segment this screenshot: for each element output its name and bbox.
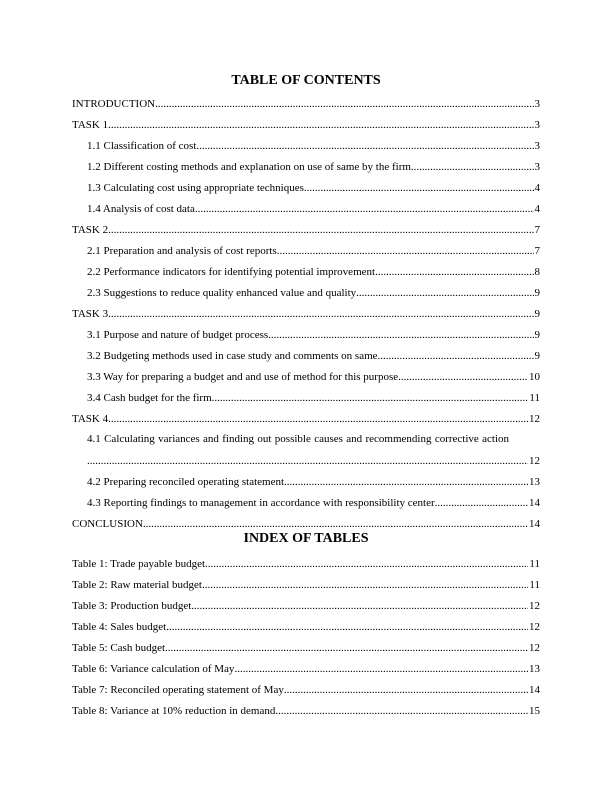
- dot-leader: [108, 308, 533, 320]
- toc-entry-page: 9: [534, 307, 540, 320]
- toc-entry-3-1[interactable]: [72, 324, 540, 345]
- table-entry-label: Table 5: Cash budget: [72, 641, 166, 654]
- toc-entry-3-2[interactable]: [72, 345, 540, 366]
- dot-leader: [191, 600, 528, 612]
- dot-leader: [108, 119, 533, 131]
- tables-index-title: INDEX OF TABLES: [243, 531, 369, 546]
- toc-entry-4-3[interactable]: [72, 492, 540, 513]
- toc-entry-page: 10: [529, 370, 540, 383]
- table-entry-8[interactable]: [72, 700, 540, 721]
- table-entry-page: 12: [529, 620, 540, 633]
- dot-leader: [108, 224, 533, 236]
- table-entry-5[interactable]: [72, 637, 540, 658]
- toc-entry-label: 3.4 Cash budget for the firm: [87, 391, 212, 404]
- dot-leader: [87, 455, 528, 467]
- toc-entry-task-2[interactable]: [72, 219, 540, 240]
- toc-entry-task-3[interactable]: [72, 303, 540, 324]
- toc-entry-3-3[interactable]: [72, 366, 540, 387]
- toc-entry-page: 7: [534, 244, 540, 257]
- dot-leader: [398, 371, 528, 383]
- table-entry-3[interactable]: [72, 595, 540, 616]
- toc-entry-4-2[interactable]: [72, 471, 540, 492]
- toc-entry-page: 13: [529, 475, 540, 488]
- dot-leader: [165, 642, 528, 654]
- toc-list: [72, 93, 540, 534]
- toc-entry-label: TASK 3: [72, 307, 109, 320]
- table-entry-page: 14: [529, 683, 540, 696]
- toc-entry-label: 2.3 Suggestions to reduce quality enhanced value and quality: [87, 286, 357, 299]
- dot-leader: [284, 684, 528, 696]
- table-entry-page: 13: [529, 662, 540, 675]
- toc-entry-page: 8: [534, 265, 540, 278]
- toc-entry-label: 3.1 Purpose and nature of budget process: [87, 328, 269, 341]
- toc-entry-label: TASK 1: [72, 118, 109, 131]
- toc-entry-page: 9: [534, 349, 540, 362]
- toc-entry-task-4[interactable]: [72, 408, 540, 429]
- toc-entry-2-2[interactable]: [72, 261, 540, 282]
- toc-entry-label: 3.3 Way for preparing a budget and and use of method for this purpose: [87, 370, 399, 383]
- table-entry-label: Table 7: Reconciled operating statement of May: [72, 683, 284, 696]
- table-entry-7[interactable]: [72, 679, 540, 700]
- dot-leader: [195, 203, 534, 215]
- toc-entry-page: 9: [534, 328, 540, 341]
- toc-entry-label: TASK 4: [72, 412, 109, 425]
- dot-leader: [166, 621, 528, 633]
- dot-leader: [196, 140, 533, 152]
- dot-leader: [284, 476, 528, 488]
- dot-leader: [212, 392, 529, 404]
- toc-entry-page: 9: [534, 286, 540, 299]
- toc-entry-label: TASK 2: [72, 223, 109, 236]
- tables-index-list: [72, 553, 540, 721]
- dot-leader: [435, 497, 528, 509]
- toc-entry-page: 14: [529, 517, 540, 530]
- toc-entry-label: 4.2 Preparing reconciled operating statement: [87, 475, 285, 488]
- toc-entry-page: 3: [534, 160, 540, 173]
- toc-entry-2-1[interactable]: [72, 240, 540, 261]
- table-entry-6[interactable]: [72, 658, 540, 679]
- dot-leader: [378, 350, 534, 362]
- toc-entry-label: 3.2 Budgeting methods used in case study and comments on same: [87, 349, 378, 362]
- toc-entry-page: 12: [529, 454, 540, 467]
- dot-leader: [304, 182, 534, 194]
- toc-entry-label: INTRODUCTION: [72, 97, 156, 110]
- table-entry-page: 11: [529, 578, 540, 591]
- dot-leader: [275, 705, 528, 717]
- toc-entry-task-1[interactable]: [72, 114, 540, 135]
- toc-entry-1-2[interactable]: [72, 156, 540, 177]
- table-entry-label: Table 3: Production budget: [72, 599, 192, 612]
- table-entry-1[interactable]: [72, 553, 540, 574]
- table-entry-label: Table 8: Variance at 10% reduction in demand: [72, 704, 276, 717]
- dot-leader: [411, 161, 534, 173]
- dot-leader: [205, 558, 528, 570]
- toc-entry-label: 1.3 Calculating cost using appropriate techniques: [87, 181, 304, 194]
- dot-leader: [277, 245, 534, 257]
- dot-leader: [108, 413, 528, 425]
- toc-entry-label: 2.2 Performance indicators for identifying potential improvement: [87, 265, 376, 278]
- table-entry-4[interactable]: [72, 616, 540, 637]
- toc-entry-page: 3: [534, 97, 540, 110]
- table-entry-label: Table 4: Sales budget: [72, 620, 167, 633]
- table-entry-label: Table 6: Variance calculation of May: [72, 662, 235, 675]
- toc-entry-page: 14: [529, 496, 540, 509]
- toc-entry-page: 3: [534, 118, 540, 131]
- table-entry-label: Table 1: Trade payable budget: [72, 557, 206, 570]
- toc-entry-label: 1.1 Classification of cost: [87, 139, 197, 152]
- toc-entry-label: 4.1 Calculating variances and finding out possible causes and recommending corrective action: [87, 433, 510, 445]
- dot-leader: [234, 663, 528, 675]
- table-entry-page: 12: [529, 641, 540, 654]
- table-entry-2[interactable]: [72, 574, 540, 595]
- dot-leader: [202, 579, 528, 591]
- toc-title: TABLE OF CONTENTS: [231, 73, 381, 88]
- toc-entry-page: 11: [529, 391, 540, 404]
- table-entry-page: 15: [529, 704, 540, 717]
- toc-entry-label: 4.3 Reporting findings to management in accordance with responsibility center: [87, 496, 435, 509]
- toc-entry-page: 12: [529, 412, 540, 425]
- toc-entry-1-4[interactable]: [72, 198, 540, 219]
- table-entry-page: 12: [529, 599, 540, 612]
- table-entry-page: 11: [529, 557, 540, 570]
- toc-entry-2-3[interactable]: [72, 282, 540, 303]
- toc-entry-page: 4: [534, 202, 540, 215]
- toc-entry-introduction[interactable]: [72, 93, 540, 114]
- toc-entry-page: 7: [534, 223, 540, 236]
- toc-entry-1-1[interactable]: [72, 135, 540, 156]
- toc-entry-page: 4: [534, 181, 540, 194]
- dot-leader: [356, 287, 533, 299]
- dot-leader: [155, 98, 533, 110]
- toc-entry-3-4[interactable]: [72, 387, 540, 408]
- toc-entry-4-1[interactable]: [72, 429, 540, 471]
- toc-entry-label: 1.2 Different costing methods and explanation on use of same by the firm: [87, 160, 411, 173]
- toc-entry-1-3[interactable]: [72, 177, 540, 198]
- toc-entry-label: 1.4 Analysis of cost data: [87, 202, 195, 215]
- dot-leader: [143, 518, 528, 530]
- dot-leader: [375, 266, 533, 278]
- toc-entry-label: 2.1 Preparation and analysis of cost reports: [87, 244, 277, 257]
- table-entry-label: Table 2: Raw material budget: [72, 578, 202, 591]
- toc-entry-page: 3: [534, 139, 540, 152]
- toc-entry-label: CONCLUSION: [72, 517, 143, 530]
- dot-leader: [268, 329, 533, 341]
